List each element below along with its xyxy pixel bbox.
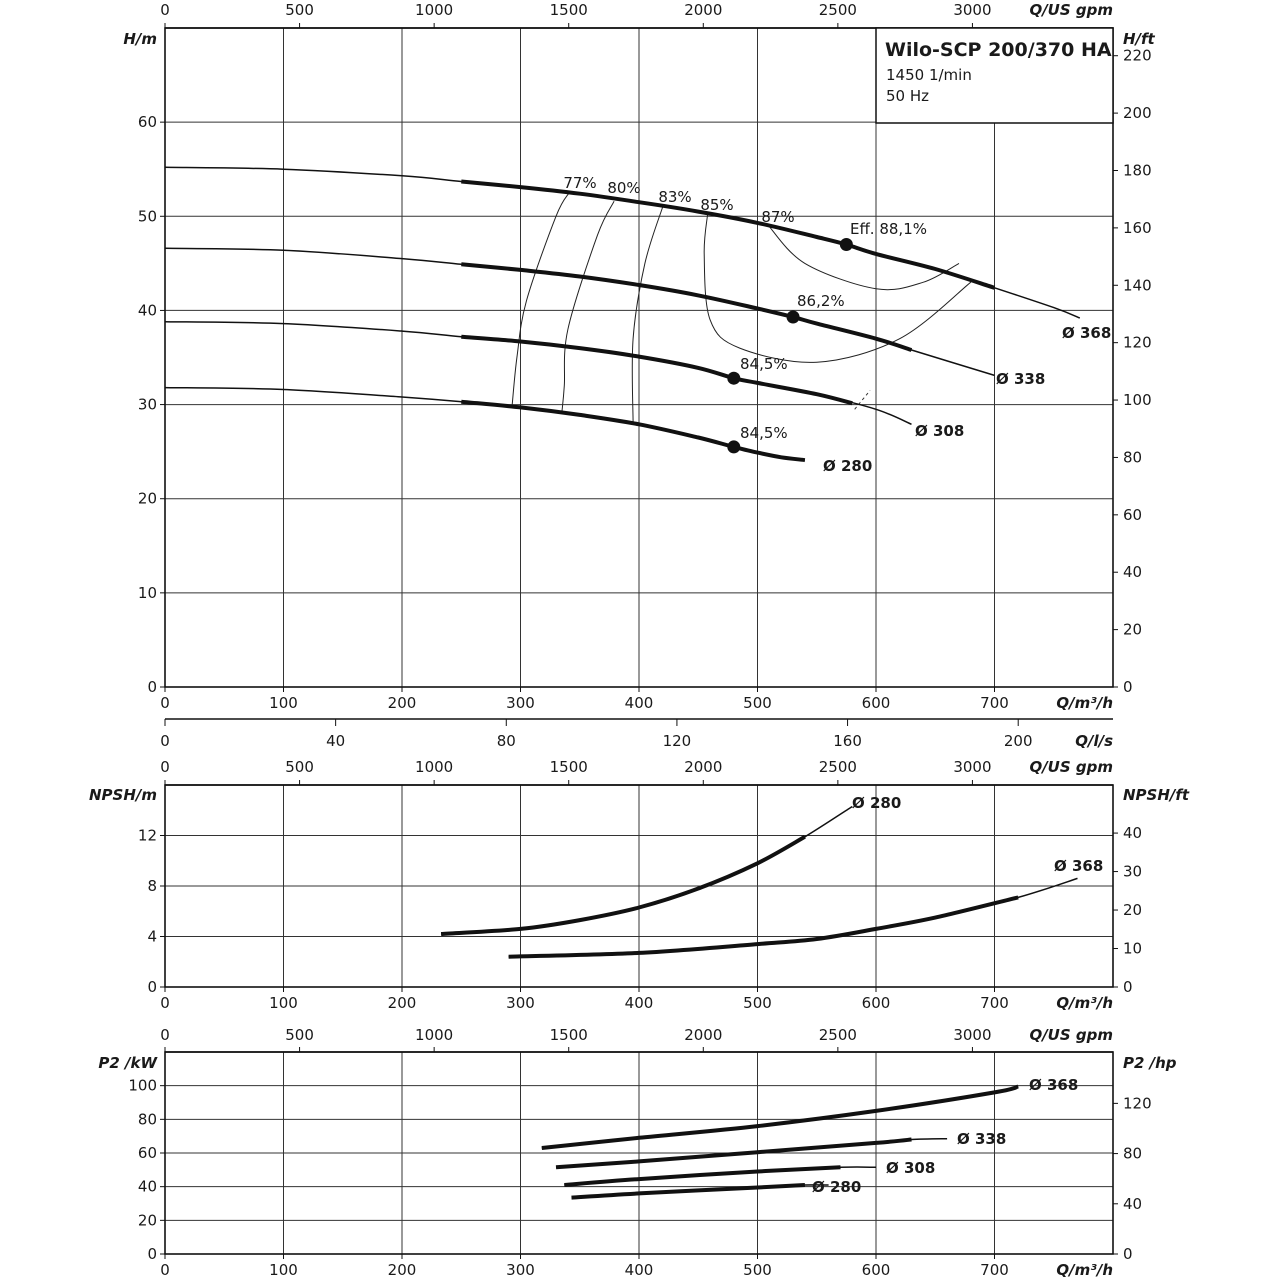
head-series-label: Ø 308: [915, 422, 965, 440]
power-xtick-label: 200: [387, 1261, 417, 1279]
head-top-tick-label: 1500: [549, 1, 588, 19]
head-right-tick-label: 0: [1123, 678, 1133, 696]
npsh-top-tick-label: 500: [285, 758, 314, 776]
head-ytick-label: 30: [137, 395, 157, 414]
head-top-tick-label: 3000: [953, 1, 992, 19]
power-panel: [160, 1047, 1118, 1259]
npsh-ytick-label: 4: [147, 927, 157, 946]
power-ytick-label: 0: [147, 1245, 157, 1263]
head-series-bold-2: [461, 337, 852, 404]
efficiency-isoline-2: [632, 207, 662, 424]
duty-point: [727, 372, 740, 385]
head-x-axis-label: Q/m³/h: [1056, 694, 1113, 712]
npsh-right-tick-label: 40: [1123, 824, 1143, 843]
head-top-tick-label: 1000: [415, 1, 454, 19]
power-top-tick-label: 500: [285, 1026, 314, 1044]
head-series-label: Ø 368: [1062, 324, 1112, 342]
npsh-series-label: Ø 368: [1054, 857, 1104, 875]
head-right-tick-label: 20: [1123, 620, 1143, 639]
head-xtick-label: 300: [506, 694, 535, 712]
head-right-tick-label: 220: [1123, 46, 1152, 65]
head-right-tick-label: 80: [1123, 448, 1143, 467]
power-ytick-label: 60: [137, 1144, 157, 1162]
power-ytick-label: 40: [137, 1177, 157, 1196]
power-xtick-label: 700: [980, 1261, 1009, 1279]
head-top-tick-label: 500: [285, 1, 314, 19]
head-xtick-label: 400: [624, 694, 654, 712]
head-y-axis-label: H/m: [123, 30, 157, 48]
npsh-right-axis-label: NPSH/ft: [1123, 786, 1190, 804]
npsh-ytick-label: 12: [137, 826, 157, 845]
duty-point-label: 84,5%: [740, 424, 788, 442]
efficiency-label: 83%: [658, 188, 692, 206]
flow-ls-tick-label: 120: [662, 732, 692, 750]
head-right-tick-label: 40: [1123, 563, 1143, 582]
efficiency-label: 87%: [761, 208, 795, 226]
power-xtick-label: 0: [160, 1261, 170, 1279]
power-series-label: Ø 280: [812, 1178, 862, 1196]
chart-subtitle-frequency: 50 Hz: [886, 87, 930, 105]
npsh-xtick-label: 500: [743, 994, 772, 1012]
head-right-tick-label: 180: [1123, 161, 1152, 180]
efficiency-label: 85%: [700, 196, 734, 214]
duty-point: [840, 238, 853, 251]
power-xtick-label: 100: [269, 1261, 298, 1279]
head-ytick-label: 0: [147, 678, 157, 696]
power-top-tick-label: 0: [160, 1026, 170, 1044]
npsh-series-thin-0: [441, 807, 852, 935]
power-right-tick-label: 0: [1123, 1245, 1133, 1263]
power-right-tick-label: 120: [1123, 1094, 1152, 1113]
flow-ls-tick-label: 80: [496, 732, 516, 750]
npsh-right-tick-label: 30: [1123, 862, 1143, 881]
power-ytick-label: 100: [128, 1076, 157, 1095]
head-series-thin-1: [165, 248, 995, 375]
power-x-axis-label: Q/m³/h: [1056, 1261, 1113, 1279]
npsh-xtick-label: 600: [861, 994, 891, 1012]
npsh-top-tick-label: 1000: [415, 758, 454, 776]
head-top-tick-label: 2000: [684, 1, 723, 19]
npsh-x-axis-label: Q/m³/h: [1056, 994, 1113, 1012]
npsh-panel: [160, 780, 1118, 992]
power-top-tick-label: 2500: [818, 1026, 857, 1044]
efficiency-label: 80%: [607, 179, 641, 197]
npsh-xtick-label: 200: [387, 994, 417, 1012]
power-series-label: Ø 338: [957, 1130, 1007, 1148]
head-right-tick-label: 140: [1123, 276, 1152, 295]
head-xtick-label: 500: [743, 694, 772, 712]
head-right-tick-label: 60: [1123, 505, 1143, 524]
power-top-axis-label: Q/US gpm: [1029, 1026, 1113, 1044]
head-xtick-label: 0: [160, 694, 170, 712]
power-series-bold-2: [564, 1167, 840, 1185]
power-series-label: Ø 308: [886, 1159, 936, 1177]
duty-point: [727, 440, 740, 453]
power-right-axis-label: P2 /hp: [1123, 1054, 1177, 1072]
duty-point-label: 86,2%: [797, 292, 845, 310]
npsh-top-tick-label: 2500: [818, 758, 857, 776]
head-right-tick-label: 120: [1123, 333, 1152, 352]
head-top-tick-label: 0: [160, 1, 170, 19]
duty-point-label: 84,5%: [740, 355, 788, 373]
npsh-xtick-label: 700: [980, 994, 1009, 1012]
npsh-ytick-label: 8: [147, 877, 157, 895]
npsh-xtick-label: 300: [506, 994, 535, 1012]
npsh-xtick-label: 0: [160, 994, 170, 1012]
power-xtick-label: 400: [624, 1261, 654, 1279]
chart-subtitle-speed: 1450 1/min: [886, 66, 972, 84]
npsh-xtick-label: 400: [624, 994, 654, 1012]
head-ytick-label: 40: [137, 301, 157, 320]
npsh-series-label: Ø 280: [852, 794, 902, 812]
power-ytick-label: 80: [137, 1110, 157, 1129]
flow-ls-tick-label: 0: [160, 732, 170, 750]
npsh-right-tick-label: 20: [1123, 901, 1143, 920]
npsh-series-bold-0: [441, 837, 805, 934]
npsh-top-tick-label: 1500: [549, 758, 588, 776]
npsh-right-tick-label: 10: [1123, 939, 1143, 958]
power-xtick-label: 300: [506, 1261, 535, 1279]
npsh-y-axis-label: NPSH/m: [88, 786, 157, 804]
duty-point-label: Eff. 88,1%: [850, 220, 927, 238]
npsh-xtick-label: 100: [269, 994, 298, 1012]
power-right-tick-label: 40: [1123, 1194, 1143, 1213]
power-top-tick-label: 1000: [415, 1026, 454, 1044]
npsh-right-tick-label: 0: [1123, 978, 1133, 996]
power-series-label: Ø 368: [1029, 1076, 1079, 1094]
power-top-tick-label: 2000: [684, 1026, 723, 1044]
head-right-axis-label: H/ft: [1123, 30, 1155, 48]
head-top-axis-label: Q/US gpm: [1029, 1, 1113, 19]
flow-ls-tick-label: 40: [326, 732, 346, 750]
npsh-top-tick-label: 3000: [953, 758, 992, 776]
head-right-tick-label: 160: [1123, 218, 1152, 237]
power-xtick-label: 600: [861, 1261, 891, 1279]
chart-title: Wilo-SCP 200/370 HA: [885, 39, 1112, 61]
head-xtick-label: 700: [980, 694, 1009, 712]
head-ytick-label: 60: [137, 113, 157, 132]
power-ytick-label: 20: [137, 1211, 157, 1230]
efficiency-isoline-1: [562, 201, 614, 411]
efficiency-isoline-3: [704, 214, 971, 363]
duty-point: [787, 311, 800, 324]
head-xtick-label: 600: [861, 694, 891, 712]
npsh-top-axis-label: Q/US gpm: [1029, 758, 1113, 776]
head-series-label: Ø 280: [823, 457, 873, 475]
head-right-tick-label: 100: [1123, 391, 1152, 410]
head-ytick-label: 20: [137, 489, 157, 508]
head-ytick-label: 10: [137, 583, 157, 602]
flow-ls-tick-label: 160: [833, 732, 862, 750]
npsh-ytick-label: 0: [147, 978, 157, 996]
head-ytick-label: 50: [137, 207, 157, 226]
head-xtick-label: 200: [387, 694, 417, 712]
head-series-label: Ø 338: [996, 370, 1046, 388]
npsh-top-tick-label: 2000: [684, 758, 723, 776]
efficiency-label: 77%: [563, 174, 597, 192]
head-right-tick-label: 200: [1123, 104, 1152, 123]
power-xtick-label: 500: [743, 1261, 772, 1279]
power-top-tick-label: 3000: [953, 1026, 992, 1044]
power-top-tick-label: 1500: [549, 1026, 588, 1044]
npsh-series-bold-1: [509, 897, 1019, 956]
npsh-top-tick-label: 0: [160, 758, 170, 776]
power-y-axis-label: P2 /kW: [98, 1054, 157, 1072]
power-right-tick-label: 80: [1123, 1144, 1143, 1163]
head-xtick-label: 100: [269, 694, 298, 712]
head-series-thin-3: [165, 388, 805, 461]
head-top-tick-label: 2500: [818, 1, 857, 19]
flow-ls-tick-label: 200: [1003, 732, 1033, 750]
flow-ls-axis-label: Q/l/s: [1075, 732, 1113, 750]
